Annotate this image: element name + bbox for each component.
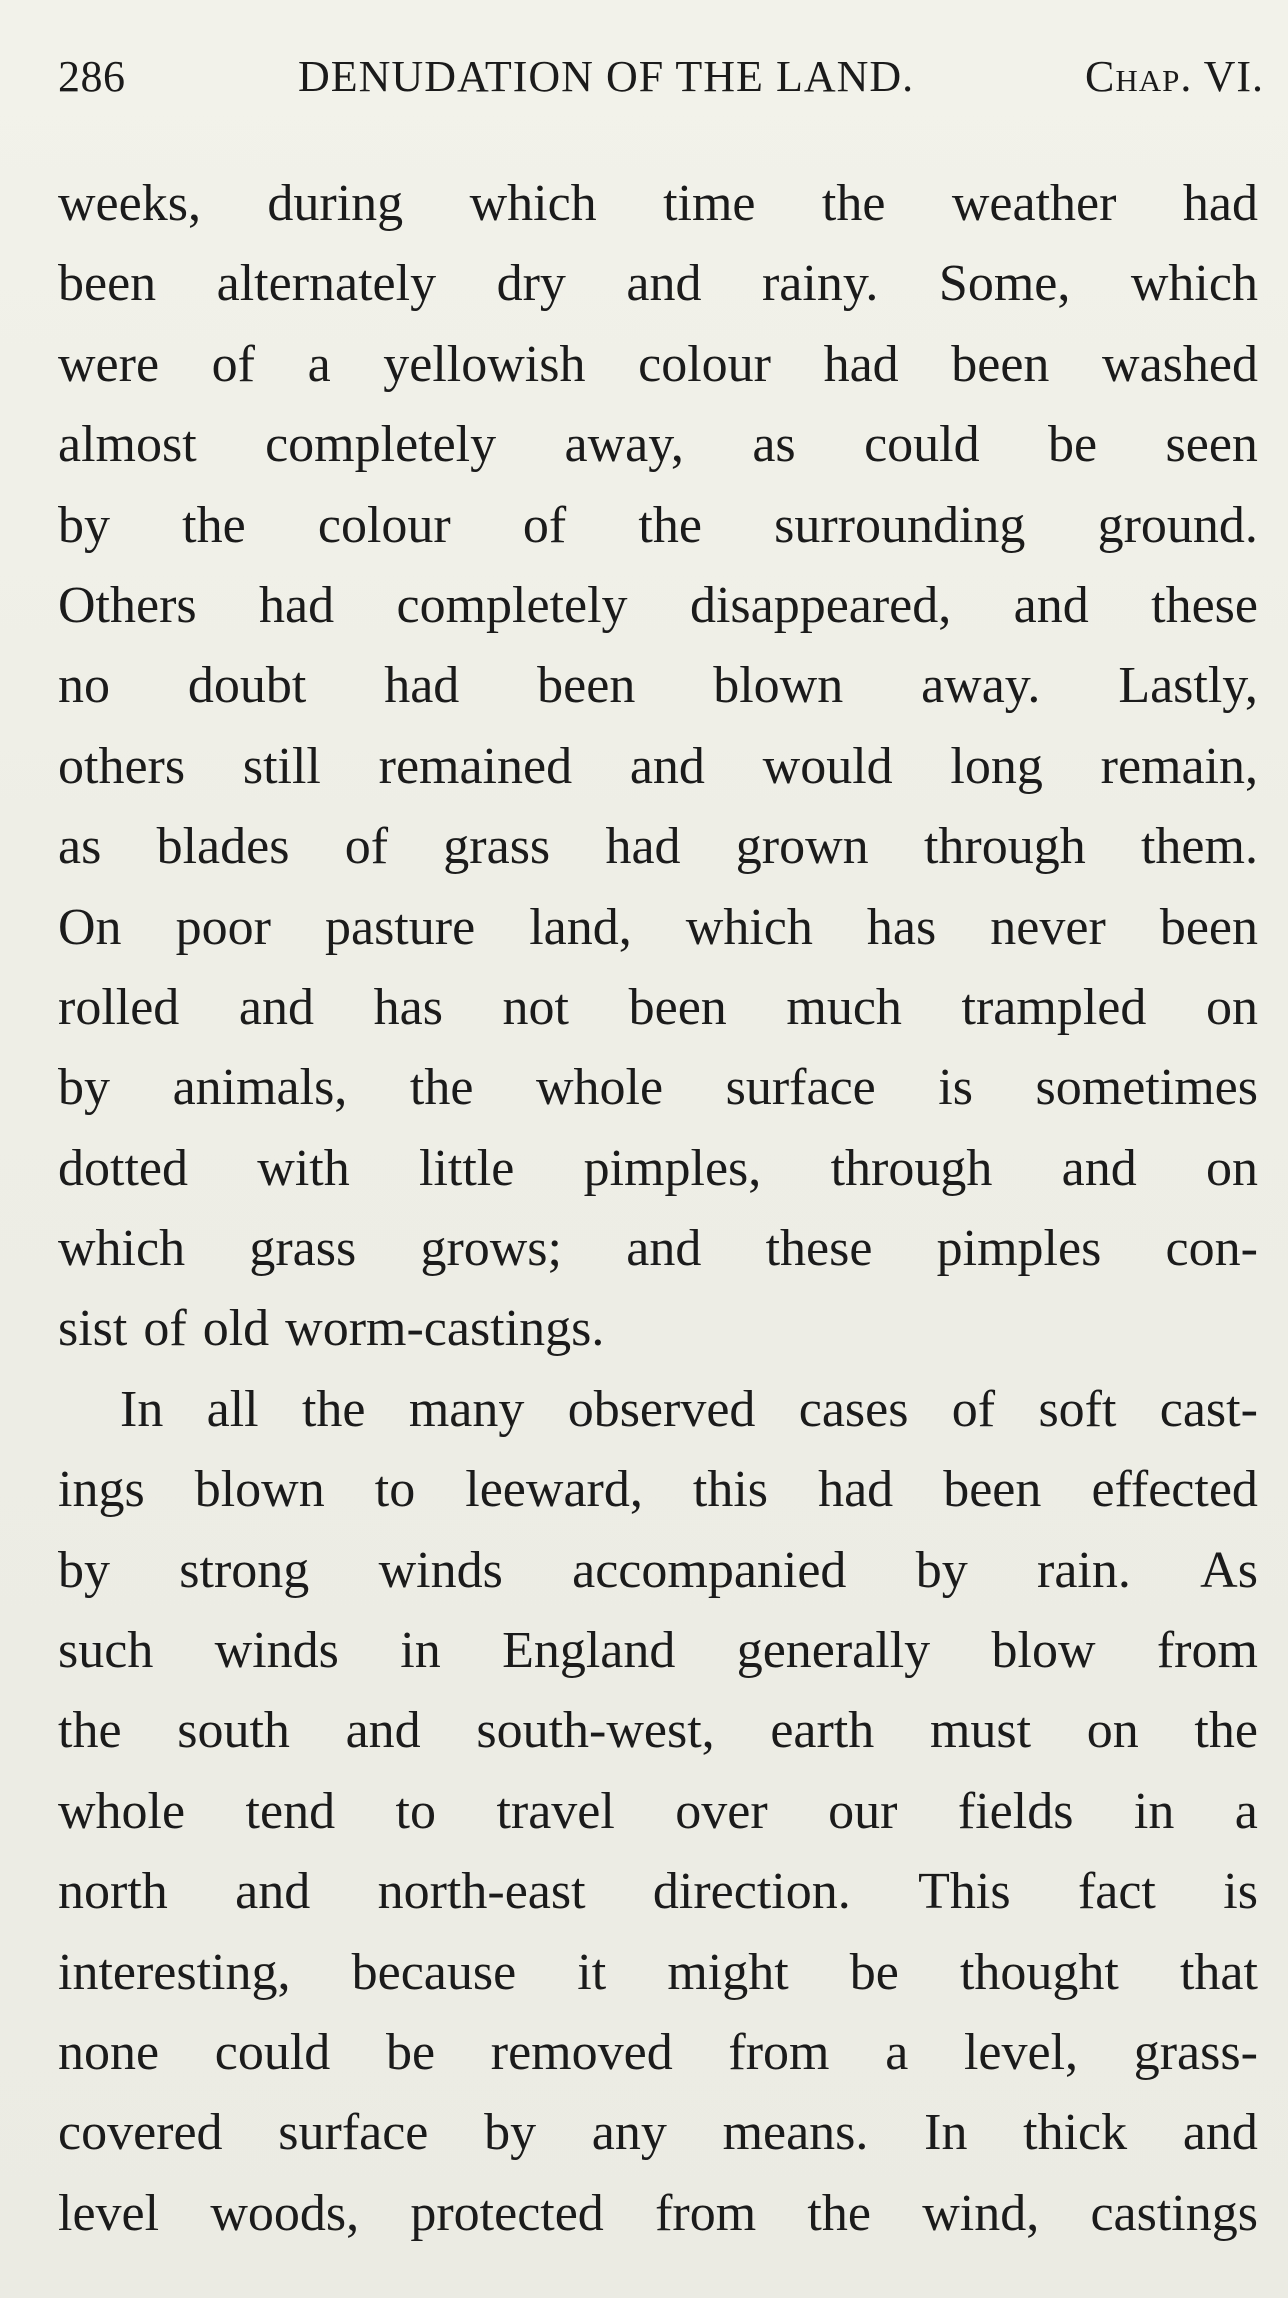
text-line: almost completely away, as could be seen bbox=[58, 416, 1258, 474]
text-line: none could be removed from a level, grass- bbox=[58, 2023, 1258, 2081]
running-title: DENUDATION OF THE LAND. bbox=[298, 52, 915, 101]
text-line: north and north-east direction. This fact is bbox=[58, 1863, 1258, 1921]
page-header bbox=[58, 42, 1264, 112]
body-text bbox=[58, 164, 1258, 2254]
chapter-reference: Chap. VI. bbox=[1085, 52, 1264, 101]
text-line: no doubt had been blown away. Lastly, bbox=[58, 657, 1258, 715]
text-line: whole tend to travel over our fields in a bbox=[58, 1782, 1258, 1840]
text-line: interesting, because it might be thought that bbox=[58, 1943, 1258, 2001]
text-line: by animals, the whole surface is sometimes bbox=[58, 1059, 1258, 1117]
text-line: by the colour of the surrounding ground. bbox=[58, 496, 1258, 554]
text-line: were of a yellowish colour had been washed bbox=[58, 335, 1258, 393]
text-line: weeks, during which time the weather had bbox=[58, 175, 1258, 232]
text-line: as blades of grass had grown through them. bbox=[58, 818, 1258, 876]
text-line: been alternately dry and rainy. Some, which bbox=[58, 255, 1258, 313]
text-line: dotted with little pimples, through and on bbox=[58, 1139, 1258, 1197]
text-line: sist of old worm-castings. bbox=[58, 1300, 605, 1358]
text-line: On poor pasture land, which has never been bbox=[58, 898, 1258, 956]
text-line: ings blown to leeward, this had been effected bbox=[58, 1461, 1258, 1519]
page-number: 286 bbox=[58, 52, 126, 101]
text-line: others still remained and would long remain, bbox=[58, 737, 1258, 795]
text-line: In all the many observed cases of soft cast- bbox=[120, 1380, 1258, 1438]
text-line: by strong winds accompanied by rain. As bbox=[58, 1541, 1258, 1599]
text-line: covered surface by any means. In thick and bbox=[58, 2104, 1258, 2162]
text-line: such winds in England generally blow from bbox=[58, 1622, 1258, 1680]
text-line: which grass grows; and these pimples con- bbox=[58, 1220, 1258, 1278]
text-line: level woods, protected from the wind, castings bbox=[58, 2184, 1258, 2242]
text-line: rolled and has not been much trampled on bbox=[58, 978, 1258, 1036]
text-line: the south and south-west, earth must on the bbox=[58, 1702, 1258, 1760]
text-line: Others had completely disappeared, and these bbox=[58, 576, 1258, 634]
